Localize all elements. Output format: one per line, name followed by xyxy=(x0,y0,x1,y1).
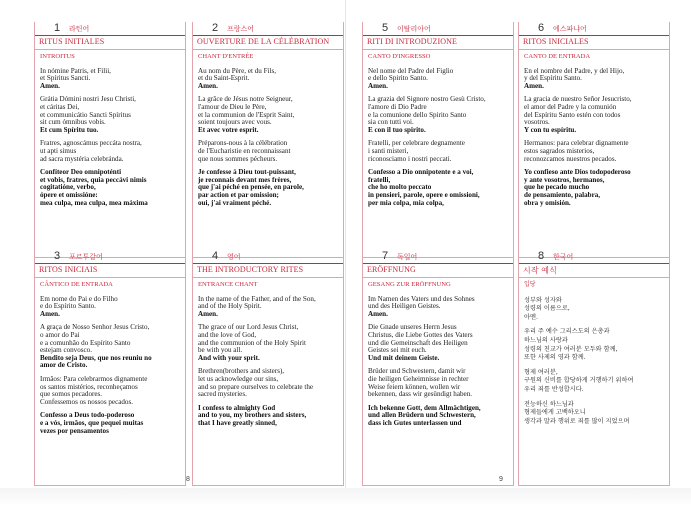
paragraph-text: La gracia de nuestro Señor Jesucristo, el amor del Padre y la comunión del Espíritu Santo estén con todos vosotros. xyxy=(524,95,632,127)
page-bottom-shade xyxy=(0,488,691,506)
paragraph xyxy=(524,297,665,323)
paragraph xyxy=(524,96,665,134)
language-label: 영어 xyxy=(227,253,241,261)
liturgy-panel-5 xyxy=(362,22,514,258)
subtitle-rule xyxy=(35,277,185,278)
liturgy-panel-1 xyxy=(34,22,186,258)
panel-number: 4 xyxy=(212,250,219,262)
response-text: Confíteor Deo omnipoténti et vobis, fratres, quia peccávi nimis cogitatióne, verbo, ópere et omissióne: mea culpa, mea culpa, mea máxima xyxy=(40,168,148,207)
section-title: RITOS INICIAIS xyxy=(39,265,98,274)
response-text: Amen. xyxy=(40,309,60,318)
panel-number: 6 xyxy=(538,22,545,34)
response-text: Ich bekenne Gott, dem Allmächtigen, und allen Brüdern und Schwestern, dass ich Gutes unterlassen und xyxy=(368,403,481,427)
paragraph-text: Fratres, agnoscámus peccáta nostra, ut apti simus ad sacra mystéria celebránda. xyxy=(40,139,142,163)
paragraph xyxy=(40,412,181,435)
section-title: OUVERTURE DE LA CÉLÉBRATION xyxy=(197,37,330,46)
paragraph-text: A graça de Nosso Senhor Jesus Cristo, o amor do Pai e a comunhão do Espírito Santo estejam convosco. xyxy=(40,323,150,355)
panel-body xyxy=(368,53,509,213)
section-title: RITUS INITIALES xyxy=(39,37,105,46)
paragraph xyxy=(40,324,181,370)
page-fold xyxy=(345,0,346,506)
language-label: 한국어 xyxy=(553,253,574,261)
response-text: Bendito seja Deus, que nos reuniu no amor de Cristo. xyxy=(40,353,152,370)
paragraph xyxy=(368,405,509,428)
panel-number: 5 xyxy=(382,22,389,34)
title-rule xyxy=(519,35,669,36)
response-text: Amen. xyxy=(368,309,388,318)
paragraph-text: Irmãos: Para celebrarmos dignamente os santos mistérios, reconheçamos que somos pecadores. Confessemos os nossos pecados. xyxy=(40,374,148,406)
title-rule xyxy=(193,35,343,36)
paragraph xyxy=(524,140,665,163)
section-title: RITI DI INTRODUZIONE xyxy=(367,37,457,46)
response-text: Confesso a Dio onnipotente e a voi, fratelli, che ho molto peccato in pensieri, parole, opere e omissioni, per mia colpa, mia colpa, xyxy=(368,168,480,207)
paragraph xyxy=(198,368,339,398)
chant-subtitle: INTROITUS xyxy=(40,53,75,60)
panel-body xyxy=(524,281,665,432)
paragraph xyxy=(524,68,665,91)
language-label: 독일어 xyxy=(397,253,418,261)
language-label: 프랑스어 xyxy=(227,25,255,33)
liturgy-panel-4 xyxy=(192,250,344,486)
paragraph-text: Préparons-nous à la célébration de l'Eucharistie en reconnaissant que nous sommes pécheurs. xyxy=(198,139,291,163)
paragraph-text: Em nome do Pai e do Filho e do Espírito Santo. xyxy=(40,294,118,311)
language-label: 포르투갈어 xyxy=(69,253,103,261)
section-title: THE INTRODUCTORY RITES xyxy=(197,265,304,274)
paragraph xyxy=(368,169,509,207)
paragraph-text: Grátia Dómini nostri Jesu Christi, et cáritas Dei, et communicátio Sancti Spíritus sit cum ómnibus vobis. xyxy=(40,95,136,127)
paragraph xyxy=(368,96,509,134)
paragraph xyxy=(368,140,509,163)
paragraph xyxy=(40,376,181,406)
section-title: RITOS INICIALES xyxy=(523,37,589,46)
subtitle-rule xyxy=(363,277,513,278)
paragraph-text: The grace of our Lord Jesus Christ, and the love of God, and the communion of the Holy Spirit be with you all. xyxy=(198,323,306,355)
response-text: Amen. xyxy=(40,81,60,90)
language-label: 라틴어 xyxy=(69,25,90,33)
paragraph-text: Brethren(brothers and sisters), let us acknowledge our sins, and so prepare ourselves to celebrate the sacred mysteries. xyxy=(198,367,314,399)
chant-subtitle: ENTRANCE CHANT xyxy=(198,281,258,288)
panel-body xyxy=(524,53,665,213)
response-text: Yo confieso ante Dios todopoderoso y ante vosotros, hermanos, que he pecado mucho de pensamiento, palabra, obra y omisión. xyxy=(524,168,631,207)
title-rule xyxy=(193,263,343,264)
paragraph-text: Au nom du Père, et du Fils, et du Saint-Esprit. xyxy=(198,66,277,83)
paragraph xyxy=(198,96,339,134)
response-text: Confesso a Deus todo-poderoso e a vós, irmãos, que pequei muitas vezes por pensamentos xyxy=(40,411,144,435)
paragraph xyxy=(524,401,665,427)
paragraph-text: Fratelli, per celebrare degnamente i santi misteri, riconosciamo i nostri peccati. xyxy=(368,139,465,163)
panel-body xyxy=(40,281,181,441)
paragraph xyxy=(198,324,339,362)
liturgy-panel-8 xyxy=(518,250,670,486)
paragraph xyxy=(524,369,665,395)
liturgy-panel-7 xyxy=(362,250,514,486)
response-text: Und mit deinem Geiste. xyxy=(368,353,440,362)
section-title: ERÖFFNUNG xyxy=(367,265,416,274)
panel-number: 1 xyxy=(54,22,61,34)
subtitle-rule xyxy=(193,49,343,50)
paragraph-text: 형제 여러분, 구원의 신비를 합당하게 거행하기 위하여 우리 죄를 반성합시다. xyxy=(524,368,634,393)
paragraph-text: 전능하신 하느님과 형제들에게 고백하오니 생각과 말과 행위로 죄를 많이 지었으며 xyxy=(524,400,630,425)
subtitle-rule xyxy=(519,277,669,278)
liturgy-panel-3 xyxy=(34,250,186,486)
response-text: Je confesse à Dieu tout-puissant, je reconnais devant mes frères, que j'ai péché en pensée, en parole, par action et par omission; oui, j'ai vraiment péché. xyxy=(198,168,304,207)
chant-subtitle: 입당 xyxy=(524,281,536,288)
page-number-right: 9 xyxy=(499,476,503,483)
panel-number: 2 xyxy=(212,22,219,34)
paragraph-text: Nel nome del Padre del Figlio e dello Spirito Santo. xyxy=(368,66,454,83)
paragraph xyxy=(198,68,339,91)
panel-number: 3 xyxy=(54,250,61,262)
section-title: 시작 예식 xyxy=(523,266,557,275)
paragraph-text: Im Namen des Vaters und des Sohnes und des Heiligen Geistes. xyxy=(368,294,475,311)
panel-number: 7 xyxy=(382,250,389,262)
page-number-left: 8 xyxy=(186,476,190,483)
liturgy-panel-6 xyxy=(518,22,670,258)
response-text: Et cum Spíritu tuo. xyxy=(40,125,99,134)
response-text: Amen. xyxy=(524,81,544,90)
chant-subtitle: GESANG ZUR ERÖFFNUNG xyxy=(368,281,451,288)
paragraph-text: En el nombre del Padre, y del Hijo, y del Espíritu Santo. xyxy=(524,66,625,83)
language-label: 이탈리아어 xyxy=(397,25,431,33)
panel-body xyxy=(40,53,181,213)
title-rule xyxy=(363,35,513,36)
chant-subtitle: CANTO DE ENTRADA xyxy=(524,53,591,60)
paragraph xyxy=(198,296,339,319)
paragraph xyxy=(524,328,665,362)
title-rule xyxy=(519,263,669,264)
response-text: Y con tu espíritu. xyxy=(524,125,577,134)
panel-body xyxy=(198,53,339,213)
paragraph xyxy=(40,68,181,91)
paragraph xyxy=(40,296,181,319)
panel-body xyxy=(368,281,509,434)
paragraph-text: In the name of the Father, and of the Son, and of the Holy Spirit. xyxy=(198,294,316,311)
paragraph xyxy=(198,169,339,207)
response-text: Amen. xyxy=(198,309,218,318)
response-text: Et avec votre esprit. xyxy=(198,125,259,134)
subtitle-rule xyxy=(193,277,343,278)
paragraph-text: La grazia del Signore nostro Gesù Cristo, l'amore di Dio Padre e la comunione dello Spirito Santo sia con tutti voi. xyxy=(368,95,486,127)
subtitle-rule xyxy=(519,49,669,50)
paragraph-text: Hermanos: para celebrar dignamente estos sagrados misterios, reconozcamos nuestros pecados. xyxy=(524,139,629,163)
subtitle-rule xyxy=(35,49,185,50)
paragraph xyxy=(368,324,509,362)
response-text: And with your sprit. xyxy=(198,353,260,362)
language-label: 에스파냐어 xyxy=(553,25,587,33)
chant-subtitle: CHANT D'ENTRÉE xyxy=(198,53,254,60)
panel-body xyxy=(198,281,339,434)
paragraph xyxy=(198,405,339,428)
paragraph xyxy=(368,296,509,319)
liturgy-panel-2 xyxy=(192,22,344,258)
paragraph-text: 우리 주 예수 그리스도의 은총과 하느님의 사랑과 성령의 친교가 여러분 모두와 함께, 또한 사제의 영과 함께. xyxy=(524,328,618,362)
paragraph xyxy=(40,169,181,207)
panel-number: 8 xyxy=(538,250,545,262)
title-rule xyxy=(35,35,185,36)
paragraph xyxy=(198,140,339,163)
paragraph xyxy=(40,140,181,163)
paragraph-text: Die Gnade unseres Herrn Jesus Christus, die Liebe Gottes des Vaters und die Gemeinschaft des Heiligen Geistes sei mit euch. xyxy=(368,323,473,355)
response-text: I confess to almighty God and to you, my brothers and sisters, that I have greatly sinned, xyxy=(198,403,307,427)
paragraph xyxy=(524,169,665,207)
response-text: E con il tuo spirito. xyxy=(368,125,426,134)
title-rule xyxy=(35,263,185,264)
paragraph-text: In nómine Patris, et Filii, et Spíritus Sancti. xyxy=(40,66,111,83)
paragraph xyxy=(368,368,509,398)
title-rule xyxy=(363,263,513,264)
paragraph-text: La grâce de Jésus notre Seigneur, l'amour de Dieu le Père, et la communion de l'Esprit Saint, soient toujours avec vous. xyxy=(198,95,295,127)
response-text: Amen. xyxy=(198,81,218,90)
chant-subtitle: CÂNTICO DE ENTRADA xyxy=(40,281,113,288)
subtitle-rule xyxy=(363,49,513,50)
response-text: Amen. xyxy=(368,81,388,90)
paragraph xyxy=(368,68,509,91)
paragraph xyxy=(40,96,181,134)
paragraph-text: 성부와 성자와 성령의 이름으로, 아멘. xyxy=(524,296,570,321)
paragraph-text: Brüder und Schwestern, damit wir die heiligen Geheimnisse in rechter Weise feiern können, wollen wir bekennen, dass wir gesündigt haben. xyxy=(368,367,473,399)
chant-subtitle: CANTO D'INGRESSO xyxy=(368,53,431,60)
